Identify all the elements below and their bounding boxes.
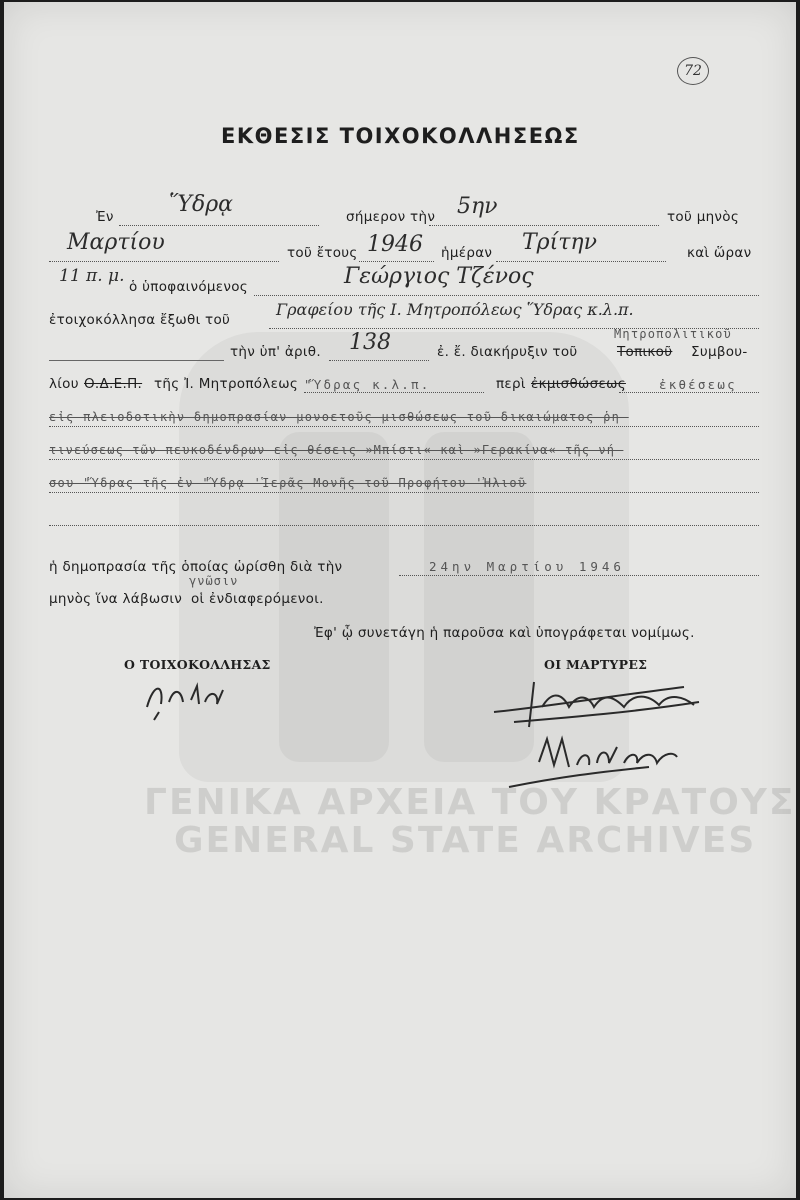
posted-label: ἐτοιχοκόλλησα ἔξωθι τοῦ [49, 312, 231, 328]
about-label: περὶ [496, 376, 526, 392]
metropolis-text: τῆς Ἰ. Μητροπόλεως [154, 376, 299, 392]
location-handwritten: Γραφείου τῆς Ι. Μητροπόλεως Ὕδρας κ.λ.π. [276, 300, 634, 319]
council-text: Συμβου- [691, 344, 748, 360]
dotted-line [49, 459, 759, 460]
typed-line: σου "Ὕδρας τῆς ἐν "Ὕδρᾳ 'Ἱερᾶς Μονῆς τοῦ Προφήτου 'Ἠλιοῦ [49, 476, 527, 490]
typed-exposure: ἐκθέσεως [659, 377, 737, 392]
dotted-line [304, 392, 484, 393]
dotted-line [49, 426, 759, 427]
dotted-line [399, 575, 759, 576]
closing-text: Ἐφ' ᾧ συνετάγη ἡ παροῦσα καὶ ὑπογράφεται νομίμως. [314, 625, 695, 641]
poster-signature [139, 672, 259, 727]
year-handwritten: 1946 [367, 232, 423, 257]
dotted-line [496, 261, 666, 262]
auction-date: 24ην Μαρτίου 1946 [429, 559, 625, 574]
year-label: τοῦ ἔτους [287, 245, 358, 261]
dotted-line [49, 360, 224, 361]
day-handwritten: 5ην [457, 194, 498, 219]
number-label: τὴν ὑπ' ἀριθ. [230, 344, 321, 360]
auction-text: ἡ δημοπρασία τῆς ὁποίας ὡρίσθη διὰ τὴν [49, 559, 343, 575]
hour-handwritten: 11 π. μ. [59, 266, 125, 286]
place-handwritten: Ὕδρᾳ [169, 192, 234, 217]
today-label: σήμερον τὴν [346, 209, 436, 225]
dotted-line [49, 261, 279, 262]
dotted-line [329, 360, 429, 361]
month-label: τοῦ μηνὸς [667, 209, 740, 225]
en-label: Ἐν [96, 209, 114, 225]
typed-line: εἰς πλειοδοτικὴν δημοπρασίαν μονοετοῦς μισθώσεως τοῦ δικαιώματος ῥη- [49, 410, 629, 424]
typed-hydra: "Ὕδρας κ.λ.π. [304, 377, 431, 392]
dotted-line [49, 492, 759, 493]
inserted-notice: γνῶσιν [189, 574, 239, 588]
dotted-line [254, 295, 759, 296]
weekday-handwritten: Τρίτην [522, 230, 597, 255]
hour-label: καὶ ὥραν [687, 245, 752, 261]
inserted-metropolitan: Μητροπολιτικοῦ [614, 327, 732, 341]
watermark-english: GENERAL STATE ARCHIVES [174, 820, 757, 861]
witness-label: ΟΙ ΜΑΡΤΥΡΕΣ [544, 657, 648, 672]
struck-odep: Ο.Δ.Ε.Π. [84, 376, 143, 392]
line6-start: λίου [49, 376, 79, 392]
month-handwritten: Μαρτίου [67, 230, 165, 255]
proclamation-text: ἐ. ἔ. διακήρυξιν τοῦ [437, 344, 578, 360]
signer-label: ὁ ὑποφαινόμενος [129, 279, 249, 295]
dotted-line [619, 392, 759, 393]
notice-tail: οἱ ἐνδιαφερόμενοι. [191, 591, 324, 607]
dotted-line [119, 225, 319, 226]
poster-label: Ο ΤΟΙΧΟΚΟΛΛΗΣΑΣ [124, 657, 271, 672]
document-title: ΕΚΘΕΣΙΣ ΤΟΙΧΟΚΟΛΛΗΣΕΩΣ [221, 124, 580, 148]
document-page [4, 2, 796, 1198]
dotted-line [429, 225, 659, 226]
day-label: ἡμέραν [441, 245, 493, 261]
number-handwritten: 138 [349, 330, 391, 355]
struck-lease: ἐκμισθώσεως [531, 376, 626, 392]
signer-handwritten: Γεώργιος Τζένος [344, 264, 534, 289]
page-number: 72 [677, 57, 709, 85]
dotted-line [359, 261, 434, 262]
typed-line: τινεύσεως τῶν πευκοδένδρων εἰς θέσεις »Μπίστι« καὶ »Γερακίνα« τῆς νή- [49, 443, 624, 457]
watermark-greek: ΓΕΝΙΚΑ ΑΡΧΕΙΑ ΤΟΥ ΚΡΑΤΟΥΣ [144, 782, 796, 823]
dotted-line [49, 525, 759, 526]
notice-text: μηνὸς ἵνα λάβωσιν [49, 591, 183, 607]
struck-local: Τοπικοῦ [617, 344, 673, 360]
